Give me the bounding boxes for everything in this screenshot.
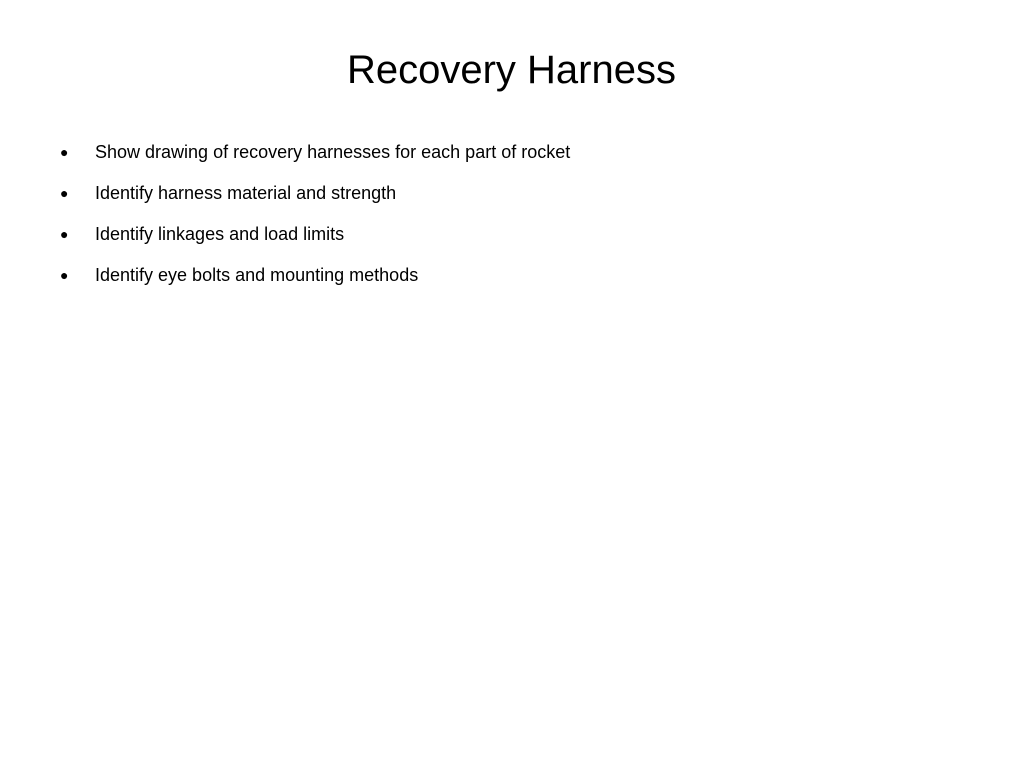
slide-title: Recovery Harness: [346, 48, 676, 92]
list-item: [60, 138, 570, 179]
bullet-icon: ●: [60, 185, 69, 201]
bullet-icon: ●: [60, 267, 69, 283]
bullet-text: Identify eye bolts and mounting methods: [95, 265, 419, 285]
list-item: [60, 261, 570, 302]
bullet-list: [60, 138, 570, 302]
list-item: [60, 179, 570, 220]
bullet-icon: ●: [60, 226, 69, 242]
bullet-icon: ●: [60, 144, 69, 160]
bullet-text: Identify linkages and load limits: [95, 224, 345, 244]
bullet-text: Show drawing of recovery harnesses for each part of rocket: [95, 142, 571, 162]
list-item: [60, 220, 570, 261]
bullet-text: Identify harness material and strength: [95, 183, 397, 203]
